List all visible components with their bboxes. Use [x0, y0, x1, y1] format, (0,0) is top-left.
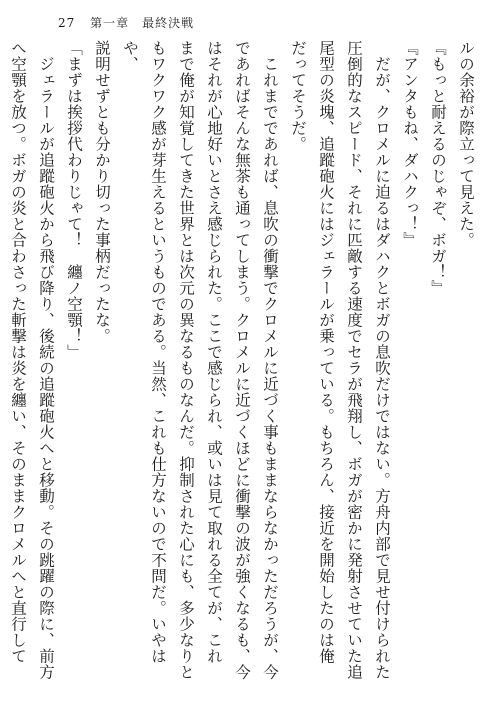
novel-text	[9, 40, 480, 690]
text-line: だが、クロメルに迫るはダハクとボガの息吹だけではない。方舟内部で見せ付けられた	[373, 40, 391, 680]
text-line: だってそうだ。	[289, 40, 307, 152]
text-line: これまでであれば、息吹の衝撃でクロメルに近づく事もままならなかっただろうが、今	[261, 40, 279, 680]
text-line: 「まずは挨拶代わりじゃて！ 纏ノ空顎！」	[65, 40, 83, 360]
page-number: 27	[58, 16, 76, 30]
running-header	[58, 14, 194, 31]
text-line: はそれが心地好いとさえ感じられた。ここで感じられ、或いは見て取れる全てが、これ	[205, 40, 223, 664]
text-line: であればそんな無茶も通ってしまう。クロメルに近づくほどに衝撃の波が強くなるも、今	[233, 40, 251, 680]
text-line: 圧倒的なスピード、それに匹敵する速度でセラが飛翔し、ボガが密かに発射させていた追	[345, 40, 363, 680]
text-line: まで俺が知覚してきた世界とは次元の異なるものなんだ。抑制された心にも、多少なりと	[177, 40, 195, 680]
text-line: へ空顎を放つ。ボガの炎と合わさった斬撃は炎を纏い、そのままクロメルへと直行して	[9, 40, 27, 664]
text-line: 『もっと耐えるのじゃぞ、ボガ！』	[429, 40, 447, 296]
text-line: 説明せずとも分かり切った事柄だったな。	[93, 40, 111, 344]
chapter-title: 第一章 最終決戦	[90, 16, 195, 30]
text-line: もワクワク感が芽生えるというものである。当然、これも仕方ないので不問だ。いやはや、	[121, 40, 167, 664]
text-line: ジェラールが追蹤砲火から飛び降り、後続の追蹤砲火へと移動。その跳躍の際に、前方	[37, 40, 55, 680]
text-line: ルの余裕が際立って見えた。	[457, 40, 475, 248]
text-line: 『アンタもね、ダハクっ！』	[401, 40, 419, 248]
text-line: 尾型の炎塊、追蹤砲火にはジェラールが乗っている。もちろん、接近を開始したのは俺	[317, 40, 335, 664]
